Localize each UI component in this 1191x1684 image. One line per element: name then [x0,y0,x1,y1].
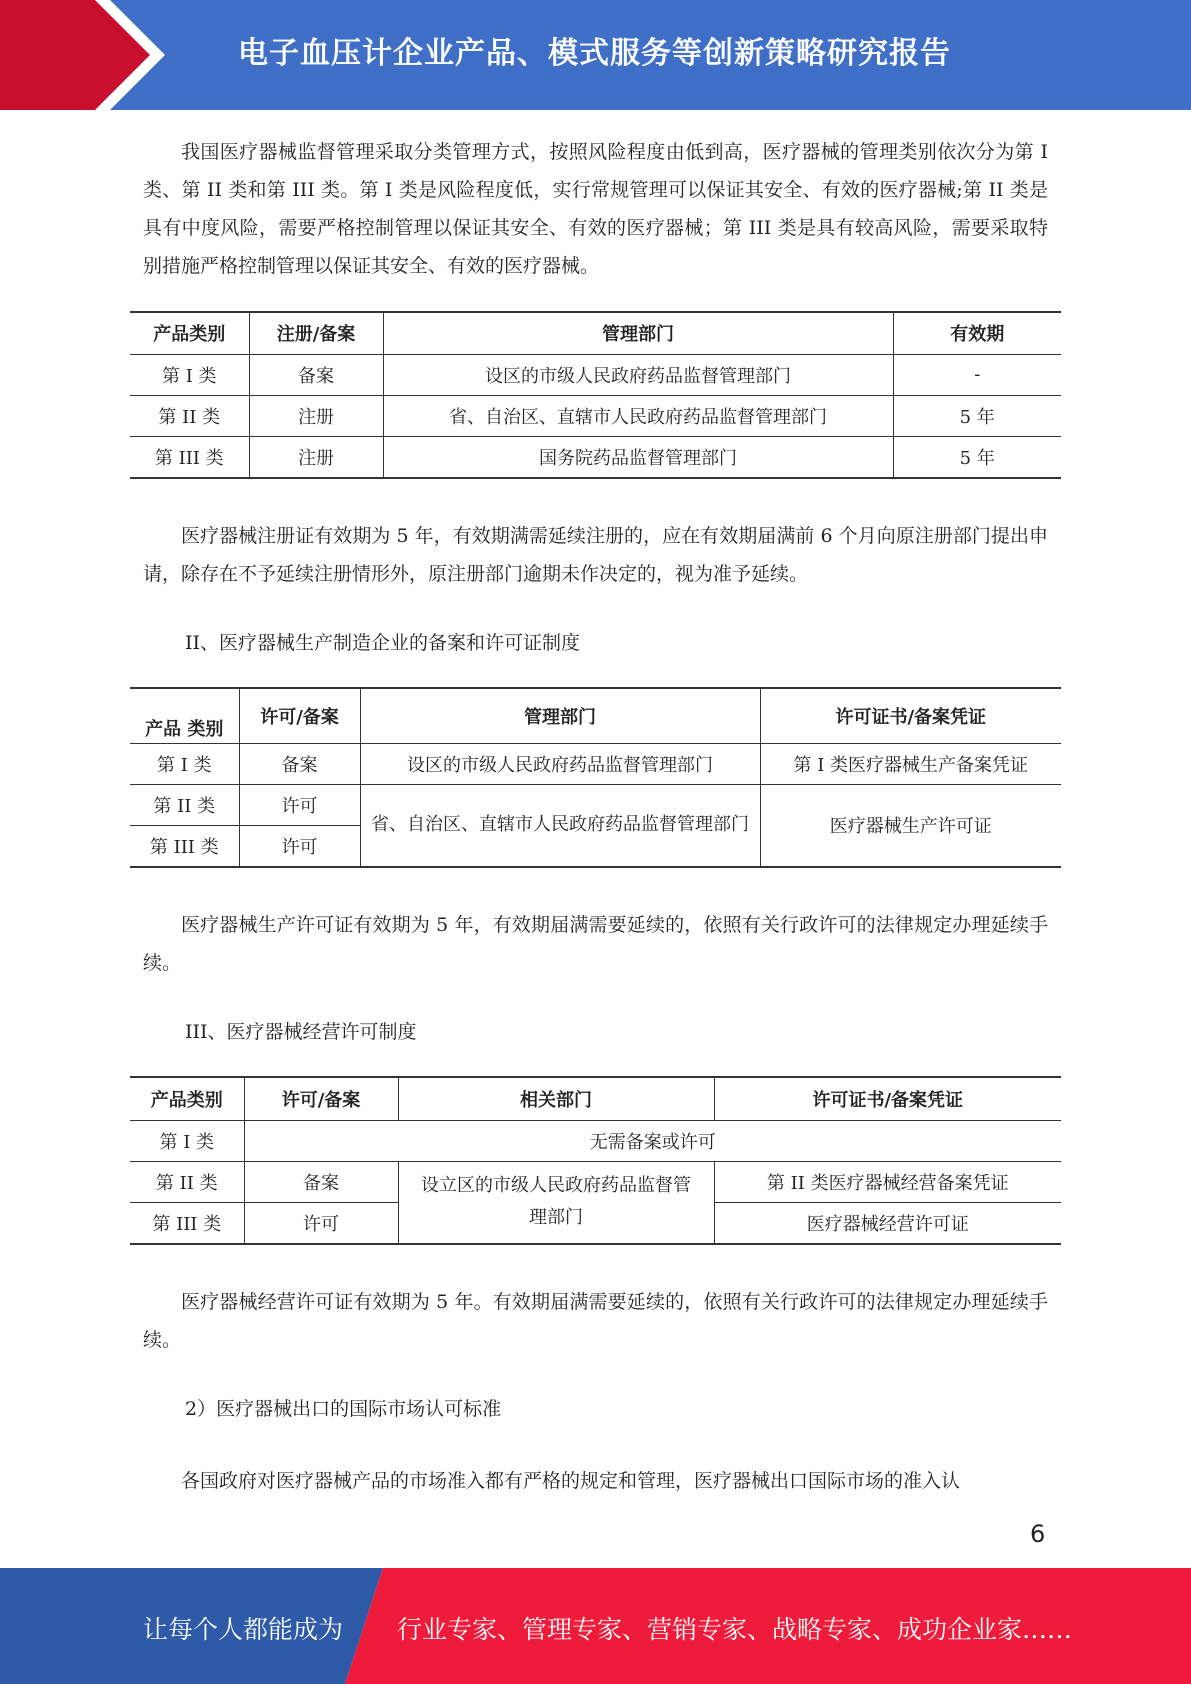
table-header-row [130,688,1061,743]
table-cell-merged: 省、自治区、直辖市人民政府药品监督管理部门 [360,784,760,867]
table-cell: 第 III 类 [152,1213,222,1235]
table-cell: 医疗器械经营许可证 [714,1202,1061,1244]
operation-license-table [130,1076,1061,1245]
table-header-cell: 产品 类别 [130,688,239,743]
table-cell-merged: 无需备案或许可 [244,1120,1061,1161]
table-header-cell: 许可/备案 [239,688,360,743]
table-cell-merged: 医疗器械生产许可证 [760,784,1061,867]
footer-slogan-left: 让每个人都能成为 [143,1615,344,1644]
table-row [130,743,1061,784]
footer-slogan-right: 行业专家、管理专家、营销专家、战略专家、成功企业家…… [397,1615,1073,1644]
production-license-table [130,687,1061,868]
table-cell: 注册 [249,436,383,478]
table-cell: 备案 [249,354,383,395]
section-heading-production: II、医疗器械生产制造企业的备案和许可证制度 [185,632,581,654]
table-cell: 省、自治区、直辖市人民政府药品监督管理部门 [383,395,893,436]
table-cell-merged: 设立区的市级人民政府药品监督管理部门 [398,1161,714,1244]
table-cell: 备案 [239,743,360,784]
table-cell: 5 年 [893,395,1061,436]
table-header-cell: 管理部门 [360,688,760,743]
paragraph-operation-validity: 医疗器械经营许可证有效期为 5 年。有效期届满需要延续的，依照有关行政许可的法律规定办理延续手续。 [143,1291,1048,1351]
table-row [130,354,1061,395]
table-row [130,1120,1061,1161]
report-title: 电子血压计企业产品、模式服务等创新策略研究报告 [238,36,951,71]
table-cell: 第 II 类 [130,395,249,436]
table-cell: 注册 [249,395,383,436]
table-cell: 5 年 [893,436,1061,478]
table-header-cell: 许可证书/备案凭证 [714,1077,1061,1120]
table-header-row [130,312,1061,354]
table-row [130,784,1061,825]
table-cell: 设区的市级人民政府药品监督管理部门 [360,743,760,784]
page-number: 6 [1030,1520,1046,1548]
table-header-cell: 相关部门 [398,1077,714,1120]
table-header-cell: 产品类别 [130,1077,244,1120]
table-row [130,395,1061,436]
paragraph-classification: 我国医疗器械监督管理采取分类管理方式，按照风险程度由低到高，医疗器械的管理类别依次分为第 I 类、第 II 类和第 III 类。第 I 类是风险程度低，实行常规管理可以保证其安全、有效的医疗器械;第 II 类是具有中度风险，需要严格控制管理以保证其安全、有效的医疗器械；第 III 类是具有较高风险，需要采取特别措施严格控制管理以保证其安全、有效的医疗器械。 [143,141,1048,277]
page-footer [0,1568,1191,1684]
table-cell: 国务院药品监督管理部门 [383,436,893,478]
table-cell: 许可 [239,825,360,867]
table-row [130,1161,1061,1202]
table-cell: 第 I 类医疗器械生产备案凭证 [760,743,1061,784]
table-cell: 第 I 类 [130,354,249,395]
table-cell: 备案 [244,1161,398,1202]
table-header-cell: 许可/备案 [244,1077,398,1120]
table-row [130,436,1061,478]
table-cell: 许可 [244,1202,398,1244]
table-header-cell: 注册/备案 [249,312,383,354]
table-cell: 第 III 类 [149,836,219,858]
table-header-cell: 许可证书/备案凭证 [760,688,1061,743]
paragraph-registration-validity: 医疗器械注册证有效期为 5 年，有效期满需延续注册的，应在有效期届满前 6 个月向原注册部门提出申请，除存在不予延续注册情形外，原注册部门逾期未作决定的，视为准予延续。 [143,525,1048,585]
paragraph-production-validity: 医疗器械生产许可证有效期为 5 年，有效期届满需要延续的，依照有关行政许可的法律规定办理延续手续。 [143,914,1048,974]
table-cell: 第 I 类 [130,1120,244,1161]
table-header-row [130,1077,1061,1120]
table-header-cell: 有效期 [893,312,1061,354]
table-cell: 第 I 类 [130,743,239,784]
section-heading-export: 2）医疗器械出口的国际市场认可标准 [185,1398,502,1420]
section-heading-operation: III、医疗器械经营许可制度 [185,1021,417,1043]
registration-table [130,311,1061,479]
table-header-cell: 管理部门 [383,312,893,354]
table-cell: 第 III 类 [154,447,224,469]
table-cell: 第 II 类医疗器械经营备案凭证 [714,1161,1061,1202]
table-cell: 许可 [239,784,360,825]
paragraph-export-standards: 各国政府对医疗器械产品的市场准入都有严格的规定和管理，医疗器械出口国际市场的准入认 [181,1470,961,1492]
table-cell: - [893,354,1061,395]
header-red-arrow [0,0,150,110]
table-cell: 第 II 类 [130,784,239,825]
page-header [0,0,1191,110]
table-header-cell: 产品类别 [130,312,249,354]
table-cell: 设区的市级人民政府药品监督管理部门 [383,354,893,395]
table-cell: 第 II 类 [130,1161,244,1202]
